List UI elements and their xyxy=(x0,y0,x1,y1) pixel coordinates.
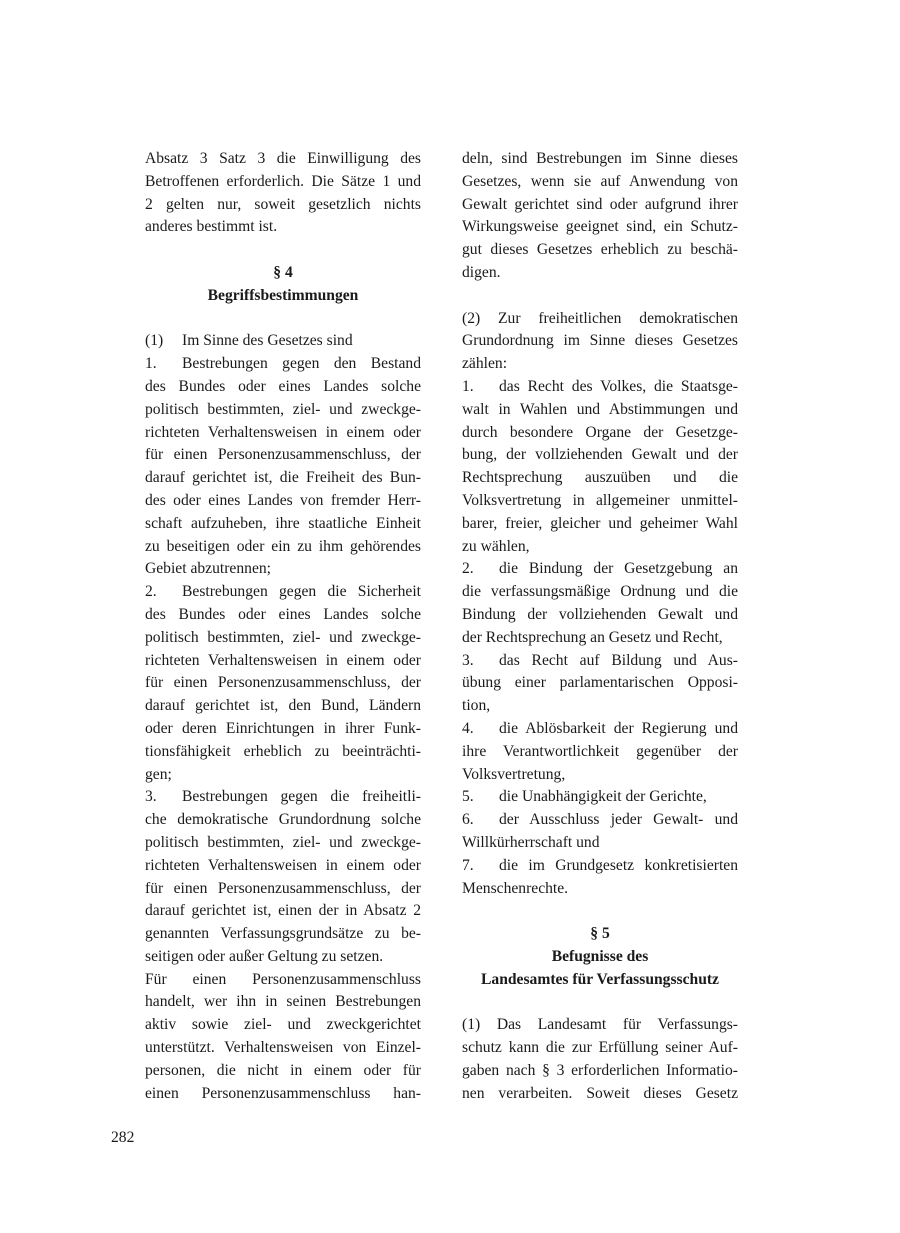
text-line: deln, sind Bestrebungen im Sinne dieses xyxy=(462,150,738,167)
item-text: Bestrebungen gegen die Sicherheit xyxy=(182,583,421,601)
paragraph-1-intro xyxy=(145,330,421,353)
section-5-title-line-2: Landesamtes für Verfassungsschutz xyxy=(481,970,719,988)
text-line: darauf gerichtet ist, die Freiheit des Bun- xyxy=(145,469,421,487)
text-line: des oder eines Landes von fremder Herr- xyxy=(145,491,421,509)
text-line: Grundordnung im Sinne dieses Gesetzes xyxy=(462,332,738,350)
text-line: walt in Wahlen und Abstimmungen und xyxy=(462,400,738,418)
text-line: des Bundes oder eines Landes solche xyxy=(145,377,421,395)
item-number: 2. xyxy=(145,583,157,601)
text-line: digen. xyxy=(462,263,501,281)
list-item-1-first-line xyxy=(462,376,738,399)
item-text: die Bindung der Gesetzgebung an xyxy=(499,560,738,578)
text-line: zu wählen, xyxy=(462,537,530,555)
section-5-number: § 5 xyxy=(590,925,610,943)
text-line: Absatz 3 Satz 3 die Einwilligung des xyxy=(145,150,421,167)
text-line: für einen Personenzusammenschluss, der xyxy=(145,879,421,897)
list-item-6-first-line xyxy=(462,809,738,832)
list-item-5-first-line xyxy=(462,786,738,809)
paragraph-text: Im Sinne des Gesetzes sind xyxy=(182,332,353,350)
text-line: genannten Verfassungsgrundsätze zu be- xyxy=(145,925,421,943)
item-number: 2. xyxy=(462,560,474,578)
text-line: die verfassungsmäßige Ordnung und die xyxy=(462,583,738,601)
text-line: gen; xyxy=(145,765,172,783)
item-text: die Unabhängigkeit der Gerichte, xyxy=(499,788,707,806)
text-line: seitigen oder außer Geltung zu setzen. xyxy=(145,947,384,965)
text-line: Volksvertretung in allgemeiner unmittel- xyxy=(462,491,738,509)
text-line: che demokratische Grundordnung solche xyxy=(145,811,421,829)
section-4-number: § 4 xyxy=(273,263,293,281)
list-item-2-first-line xyxy=(462,558,738,581)
text-line: politisch bestimmten, ziel- und zweckge- xyxy=(145,400,421,418)
item-number: 3. xyxy=(462,651,474,669)
item-number: 6. xyxy=(462,811,474,829)
right-column xyxy=(462,148,738,1105)
item-number: 7. xyxy=(462,856,474,874)
text-line: darauf gerichtet ist, einen der in Absatz 2 xyxy=(145,902,421,920)
text-line: politisch bestimmten, ziel- und zweckge- xyxy=(145,628,421,646)
text-line: richteten Verhaltensweisen in einem oder xyxy=(145,651,421,669)
item-text: das Recht auf Bildung und Aus- xyxy=(499,651,738,669)
text-line: zu beseitigen oder ein zu ihm gehörendes xyxy=(145,537,421,555)
text-line: Gesetzes, wenn sie auf Anwendung von xyxy=(462,172,738,190)
text-line: übung einer parlamentarischen Opposi- xyxy=(462,674,738,692)
item-text: Bestrebungen gegen die freiheitli- xyxy=(182,788,421,806)
item-number: 4. xyxy=(462,719,474,737)
text-line: tion, xyxy=(462,697,491,715)
text-line: einen Personenzusammenschluss han- xyxy=(145,1084,421,1102)
item-text: das Recht des Volkes, die Staatsge- xyxy=(499,377,738,395)
text-line: oder deren Einrichtungen in ihrer Funk- xyxy=(145,719,421,737)
text-line: schaft aufzuheben, ihre staatliche Einheit xyxy=(145,514,421,532)
list-item-1-first-line xyxy=(145,353,421,376)
text-line: Volksvertretung, xyxy=(462,765,566,783)
item-number: 5. xyxy=(462,788,474,806)
text-line: personen, die nicht in einem oder für xyxy=(145,1061,421,1079)
text-line: Gebiet abzutrennen; xyxy=(145,560,271,578)
text-line: Rechtsprechung auszuüben und die xyxy=(462,469,738,487)
list-item-2-first-line xyxy=(145,581,421,604)
text-line: Bindung der vollziehenden Gewalt und xyxy=(462,605,738,623)
list-item-3-first-line xyxy=(145,786,421,809)
text-line: bung, der vollziehenden Gewalt und der xyxy=(462,446,738,464)
item-number: 3. xyxy=(145,788,157,806)
text-line: tionsfähigkeit erheblich zu beeinträchti- xyxy=(145,742,421,760)
text-line: durch besondere Organe der Gesetzge- xyxy=(462,423,738,441)
paragraph-label: (1) xyxy=(145,332,164,350)
text-line: gaben nach § 3 erforderlichen Informatio- xyxy=(462,1061,738,1079)
item-text: die Ablösbarkeit der Regierung und xyxy=(499,719,738,737)
text-line: schutz kann die zur Erfüllung seiner Auf- xyxy=(462,1039,738,1057)
text-line: ihre Verantwortlichkeit gegenüber der xyxy=(462,742,738,760)
item-number: 1. xyxy=(462,377,474,395)
text-line: zählen: xyxy=(462,355,508,373)
text-line: richteten Verhaltensweisen in einem oder xyxy=(145,856,421,874)
list-item-3-first-line xyxy=(462,650,738,673)
text-line: unterstützt. Verhaltensweisen von Einzel- xyxy=(145,1039,421,1057)
item-text: der Ausschluss jeder Gewalt- und xyxy=(499,811,738,829)
left-column xyxy=(145,148,421,1105)
text-line: des Bundes oder eines Landes solche xyxy=(145,605,421,623)
text-line: gut dieses Gesetzes erheblich zu beschä- xyxy=(462,241,738,259)
text-line: der Rechtsprechung an Gesetz und Recht, xyxy=(462,628,723,646)
text-line: nen verarbeiten. Soweit dieses Gesetz xyxy=(462,1084,738,1102)
item-text: die im Grundgesetz konkretisierten xyxy=(499,856,738,874)
text-line: barer, freier, gleicher und geheimer Wahl xyxy=(462,514,738,532)
text-line: Betroffenen erforderlich. Die Sätze 1 und xyxy=(145,172,421,190)
section-5-title-line-1: Befugnisse des xyxy=(551,947,649,965)
text-line: darauf gerichtet ist, den Bund, Ländern xyxy=(145,697,421,715)
text-line: (2) Zur freiheitlichen demokratischen xyxy=(462,309,738,327)
text-line: Wirkungsweise geeignet sind, ein Schutz- xyxy=(462,218,738,236)
section-4-title: Begriffsbestimmungen xyxy=(207,286,359,304)
item-text: Bestrebungen gegen den Bestand xyxy=(182,355,421,373)
text-line: handelt, wer ihn in seinen Bestrebungen xyxy=(145,993,421,1011)
list-item-7-first-line xyxy=(462,855,738,878)
list-item-4-first-line xyxy=(462,718,738,741)
text-line: 2 gelten nur, soweit gesetzlich nichts xyxy=(145,195,421,213)
text-line: Willkürherrschaft und xyxy=(462,833,600,851)
text-line: (1) Das Landesamt für Verfassungs- xyxy=(462,1016,738,1034)
item-number: 1. xyxy=(145,355,157,373)
text-line: Für einen Personenzusammenschluss xyxy=(145,970,421,988)
text-line: aktiv sowie ziel- und zweckgerichtet xyxy=(145,1016,421,1034)
text-line: anderes bestimmt ist. xyxy=(145,218,278,236)
page-number: 282 xyxy=(111,1129,135,1146)
text-line: Menschenrechte. xyxy=(462,879,569,897)
text-line: für einen Personenzusammenschluss, der xyxy=(145,446,421,464)
text-line: richteten Verhaltensweisen in einem oder xyxy=(145,423,421,441)
text-line: für einen Personenzusammenschluss, der xyxy=(145,674,421,692)
text-line: politisch bestimmten, ziel- und zweckge- xyxy=(145,833,421,851)
text-line: Gewalt gerichtet sind oder aufgrund ihrer xyxy=(462,195,738,213)
